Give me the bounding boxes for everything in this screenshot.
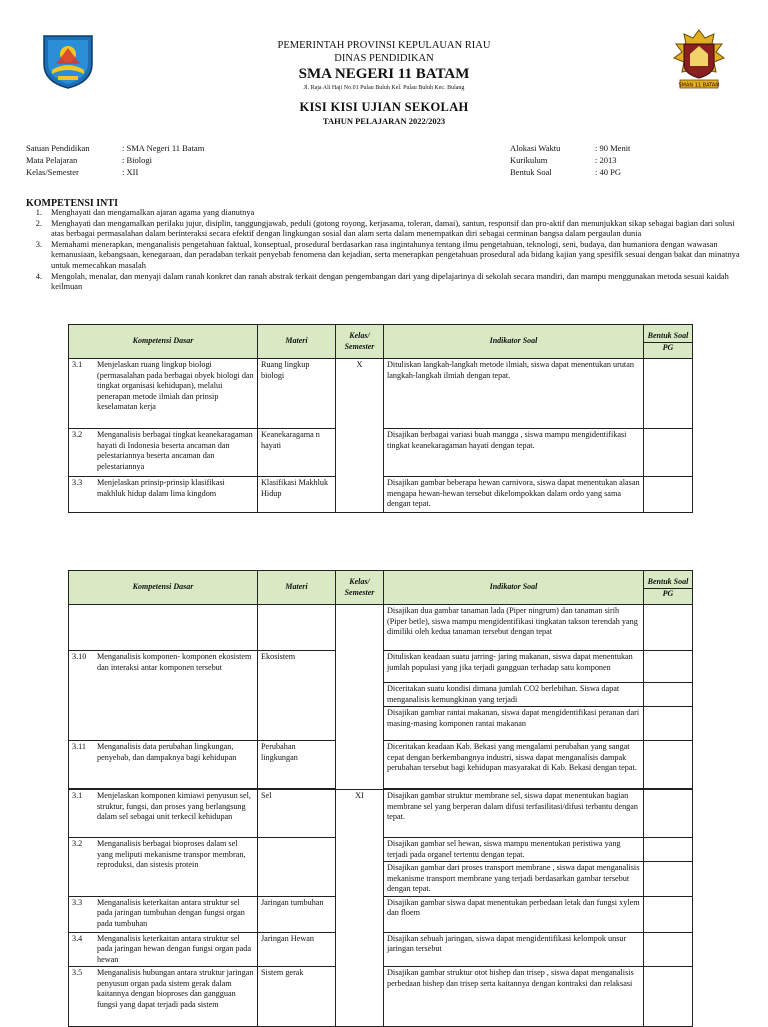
school-logo-text: SMAN 11 BATAM (678, 82, 720, 89)
academic-year: TAHUN PELAJARAN 2022/2023 (322, 116, 446, 126)
province-logo (40, 30, 96, 90)
table-row: 3.1 Menjelaskan ruang lingkup biologi (permasalahan pada berbagai obyek biologi dan tingkat organisasi kehidupan), melalui penerapan metode ilmiah dan prinsip keselamatan kerja Ruang lingkup biologi X Dituliskan langkah-langkah metode ilmiah, siswa dapat menentukan urutan langkah-langkah ilmiah dengan tepat. (69, 359, 693, 429)
school-address: Jl. Raja Ali Haji No.01 Pulau Buluh Kel. Pulau Buluh Kec. Bulang (303, 85, 465, 91)
school-name: SMA NEGERI 11 BATAM (298, 66, 470, 82)
table-row: 3.2 Menganalisis berbagai tingkat keanekaragaman hayati di Indonesia beserta ancaman dan pelestariannya beserta ancaman dan pelestariannya Keanekaragama n hayati Disajikan berbagai variasi buah mangga , siswa mampu mengidentifikasi tingkat keanekaragaman hayati dengan tepat. (69, 429, 693, 477)
info-right: Alokasi Waktu : 90 Menit Kurikulum : 2013 Bentuk Soal : 40 PG (510, 143, 631, 177)
table-row: 3.2 Menganalisis berbagai bioproses dalam sel yang meliputi mekanisme transpor membran, reproduksi, dan sistesis protein Disajikan gambar sel hewan, siswa mampu menentukan peristiwa yang terjadi pada organel tertentu dengan tepat. (69, 838, 693, 862)
list-item: 3. Memahami menerapkan, menganalisis pengetahuan faktual, konseptual, prosedural berdasarkan rasa ingintahunya tentang ilmu pengetahuan, teknologi, seni, budaya, dan humaniora dengan wawasan kemanusiaan, kebangsaan, kenegaraan, dan peradaban terkait penyebab fenomena dan kejadian, serta menerapkan pengetahuan prosedural ada bidang kajian yang spesifik sesuai dengan bakat dan minatnya untuk memecahkan masalah (35, 239, 740, 270)
table-row: 3.1 Menjelaskan komponen kimiawi penyusun sel, struktur, fungsi, dan proses yang berlangsung dalam sel sebagai unit terkecil kehidupan Sel XI Disajikan gambar struktur membrane sel, siswa dapat menentukan bagian membrane sel yang berperan dalam difusi terfasilitasi/difusi terbantu dengan tepat. (69, 790, 693, 838)
table-row: 3.10 Menganalisis komponen- komponen ekosistem dan interaksi antar komponen tersebut Ekosistem Dituliskan keadaan suatu jarring- jaring makanan, siswa dapat menentukan jumlah populasi yang jika terjadi gangguan terhadap satu komponen (69, 651, 693, 683)
table-row: 3.3 Menganalisis keterkaitan antara struktur sel pada jaringan tumbuhan dengan fungsi organ pada tumbuhan Jaringan tumbuhan Disajikan gambar siswa dapat menentukan perbedaan letak dan fungsi xylem dan floem (69, 896, 693, 932)
ki-list (26, 208, 746, 293)
header-line-2: DINAS PENDIDIKAN (334, 53, 434, 64)
page-title: KISI KISI UJIAN SEKOLAH (299, 100, 469, 114)
kisi-table-1 (68, 324, 693, 513)
info-left: Satuan Pendidikan : SMA Negeri 11 Batam Mata Pelajaran : Biologi Kelas/Semester : XII (26, 143, 205, 177)
table-row: 3.3 Menjelaskan prinsip-prinsip klasifikasi makhluk hidup dalam lima kingdom Klasifikasi Makhluk Hidup Disajikan gambar beberapa hewan carnivora, siswa dapat menentukan alasan mengapa hewan-hewan tersebut dikelompokkan dalam ordo yang sama dengan tepat. (69, 477, 693, 513)
header-line-1: PEMERINTAH PROVINSI KEPULAUAN RIAU (277, 40, 491, 51)
list-item: 2. Menghayati dan mengamalkan perilaku jujur, disiplin, tanggungjawab, peduli (gotong royong, kerjasama, toleran, damai), santun, responsif dan pro-aktif dan menunjukkan sikap sebagai bagian dari solusi atas berbagai permasalahan dalam berinteraksi secara efektif dengan lingkungan sosial dan alam serta dalam menempatkan diri sebagai cerminan bangsa dalam pergaulan dunia (35, 218, 735, 239)
school-logo (668, 28, 730, 92)
ki-title: KOMPETENSI INTI (26, 198, 118, 209)
list-item: 4. Mengolah, menalar, dan menyaji dalam ranah konkret dan ranah abstrak terkait dengan pengembangan dari yang dipelajarinya di sekolah secara mandiri, dan mampu menggunakan metoda sesuai kaidah keilmuan (35, 271, 729, 292)
table-row: Disajikan gambar dari proses transport membrane , siswa dapat menganalisis mekanisme transport membrane yang terjadi berdasarkan gambar tersebut dengan tepat. (69, 862, 693, 897)
col-materi: Materi (258, 325, 336, 359)
col-bentuk: Bentuk Soal PG (644, 325, 693, 359)
table-row: 3.4 Menganalisis keterkaitan antara struktur sel pada jaringan hewan dengan fungsi organ pada hewan Jaringan Hewan Disajikan sebuah jaringan, siswa dapat mengidentifikasi kelompok unsur jaringan tersebut (69, 932, 693, 967)
table-row: 3.5 Menganalisis hubungan antara struktur jaringan penyusun organ pada sistem gerak dalam kaitannya dengan bioproses dan gangguan fungsi yang dapat terjadi pada sistem Sistem gerak Disajikan gambar struktur otot bishep dan trisep , siswa dapat menganalisis perbedaan bishep dan trisep serta kaitannya dengan kontraksi dan relaksasi (69, 967, 693, 1027)
kisi-table-2: Kompetensi Dasar Materi Kelas/ Semester Indikator Soal Bentuk Soal PG Disajikan dua gambar tanaman lada (Piper ningrum) dan tanaman sirih (Piper betle), siswa mampu mengidentifikasi tingkatan takson terendah yang dimiliki oleh kedua tanaman tersebut dengan tepat 3.10 Menganalisis komponen- komponen ekosistem dan interaksi antar komponen tersebut Ekosistem Dituliskan keadaan suatu jarring- jaring makanan, siswa dapat menentukan jumlah populasi yang jika terjadi gangguan terhadap satu komponen Diceritakan suatu kondisi dimana jumlah CO2 berlebihan. Siswa dapat menganalisis kemungkinan yang terjadi Disajikan gambar rantai makanan, siswa dapat mengidentifikasi peranan dari masing-masing komponen rantai makanan 3.11 Menganalisis data perubahan lingkungan, penyebab, dan dampaknya bagi kehidupan Perubahan lingkungan Diceritakan keadaan Kab. Bekasi yang mengalami perubahan yang sangat cepat dengan berkembangnya industri, siswa dapat menganalisis dampak perubahan tersebut bagi kehidupan masyarakat di Kab. Bekasi dengan tepat. 3.1 Menjelaskan komponen kimiawi penyusun sel, struktur, fungsi, dan proses yang berlangsung dalam sel sebagai unit terkecil kehidupan Sel XI Disajikan gambar struktur membrane sel, siswa dapat menentukan bagian membrane sel yang berperan dalam difusi terfasilitasi/difusi terbantu dengan tepat. 3.2 Menganalisis berbagai bioproses dalam sel yang meliputi mekanisme transpor membran, reproduksi, dan sistesis protein Disajikan gambar sel hewan, siswa mampu menentukan peristiwa yang terjadi pada organel tertentu dengan tepat. Disajikan gambar dari proses transport membrane , siswa dapat menganalisis mekanisme transport membrane yang terjadi berdasarkan gambar tersebut dengan tepat. 3.3 Menganalisis keterkaitan antara struktur sel pada jaringan tumbuhan dengan fungsi organ pada tumbuhan Jaringan tumbuhan Disajikan gambar siswa dapat menentukan perbedaan letak dan fungsi xylem dan floem 3.4 Menganalisis keterkaitan antara struktur sel pada jaringan hewan dengan fungsi organ pada hewan Jaringan Hewan Disajikan sebuah jaringan, siswa dapat mengidentifikasi kelompok unsur jaringan tersebut 3.5 Menganalisis hubungan antara struktur jaringan penyusun organ pada sistem gerak dalam kaitannya dengan bioproses dan gangguan fungsi yang dapat terjadi pada sistem Sistem gerak Disajikan gambar struktur otot bishep dan trisep , siswa dapat menganalisis perbedaan bishep dan trisep serta kaitannya dengan kontraksi dan relaksasi (68, 570, 693, 1027)
table-row: Disajikan dua gambar tanaman lada (Piper ningrum) dan tanaman sirih (Piper betle), siswa mampu mengidentifikasi tingkatan takson terendah yang dimiliki oleh kedua tanaman tersebut dengan tepat (69, 605, 693, 651)
col-indikator: Indikator Soal (384, 325, 644, 359)
table-row: 3.11 Menganalisis data perubahan lingkungan, penyebab, dan dampaknya bagi kehidupan Perubahan lingkungan Diceritakan keadaan Kab. Bekasi yang mengalami perubahan yang sangat cepat dengan berkembangnya industri, siswa dapat menganalisis dampak perubahan tersebut bagi kehidupan masyarakat di Kab. Bekasi dengan tepat. (69, 741, 693, 789)
col-kd: Kompetensi Dasar (69, 325, 258, 359)
table-row: Disajikan gambar rantai makanan, siswa dapat mengidentifikasi peranan dari masing-masing komponen rantai makanan (69, 707, 693, 741)
col-kelas: Kelas/ Semester (336, 325, 384, 359)
table-row: Diceritakan suatu kondisi dimana jumlah CO2 berlebihan. Siswa dapat menganalisis kemungkinan yang terjadi (69, 683, 693, 707)
list-item: 1. Menghayati dan mengamalkan ajaran agama yang dianutnya (35, 208, 255, 217)
